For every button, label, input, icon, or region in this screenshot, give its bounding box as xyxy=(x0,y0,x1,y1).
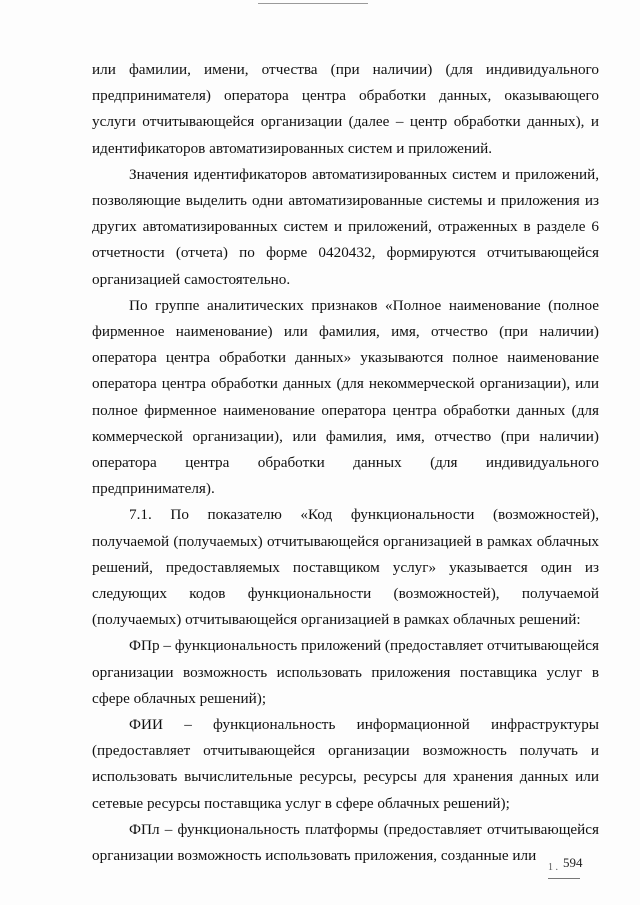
paragraph-1: или фамилии, имени, отчества (при наличии) (для индивидуального предпринимателя) оператора центра обработки данных, оказывающего услуги отчитывающейся организации (далее – центр обработки данных), и идентификаторов автоматизированных систем и приложений. xyxy=(92,61,599,157)
paragraph-6: ФИИ – функциональность информационной инфраструктуры (предоставляет отчитывающейся организации возможность получать и использовать вычислительные ресурсы, ресурсы для хранения данных или сетевые ресурсы поставщика услуг в сфере облачных решений); xyxy=(92,716,599,812)
paragraph-3: По группе аналитических признаков «Полное наименование (полное фирменное наименование) или фамилия, имя, отчество (при наличии) оператора центра обработки данных» указываются полное наименование оператора центра обработки данных (для некоммерческой организации), или полное фирменное наименование оператора центра обработки данных (для коммерческой организации), или фамилия, имя, отчество (при наличии) оператора центра обработки данных (для индивидуального предпринимателя). xyxy=(92,296,599,498)
page-number: 594 xyxy=(563,855,583,870)
top-rule xyxy=(258,3,368,4)
paragraph-5: ФПр – функциональность приложений (предоставляет отчитывающейся организации возможность использовать приложения поставщика услуг в сфере облачных решений); xyxy=(92,637,599,707)
page-number-underline xyxy=(548,878,580,879)
paragraph-7: ФПл – функциональность платформы (предоставляет отчитывающейся организации возможность использовать приложения, созданные или xyxy=(92,820,599,865)
document-body xyxy=(92,57,599,869)
page-mark: 1 . xyxy=(548,862,558,873)
paragraph-4: 7.1. По показателю «Код функциональности (возможностей), получаемой (получаемых) отчитывающейся организацией в рамках облачных решений, предоставляемых поставщиком услуг» указывается один из следующих кодов функциональности (возможностей), получаемой (получаемых) отчитывающейся организацией в рамках облачных решений: xyxy=(92,506,599,629)
paragraph-2: Значения идентификаторов автоматизированных систем и приложений, позволяющие выделить одни автоматизированные системы и приложения из других автоматизированных систем и приложений, отраженных в разделе 6 отчетности (отчета) по форме 0420432, формируются отчитывающейся организацией самостоятельно. xyxy=(92,165,599,288)
